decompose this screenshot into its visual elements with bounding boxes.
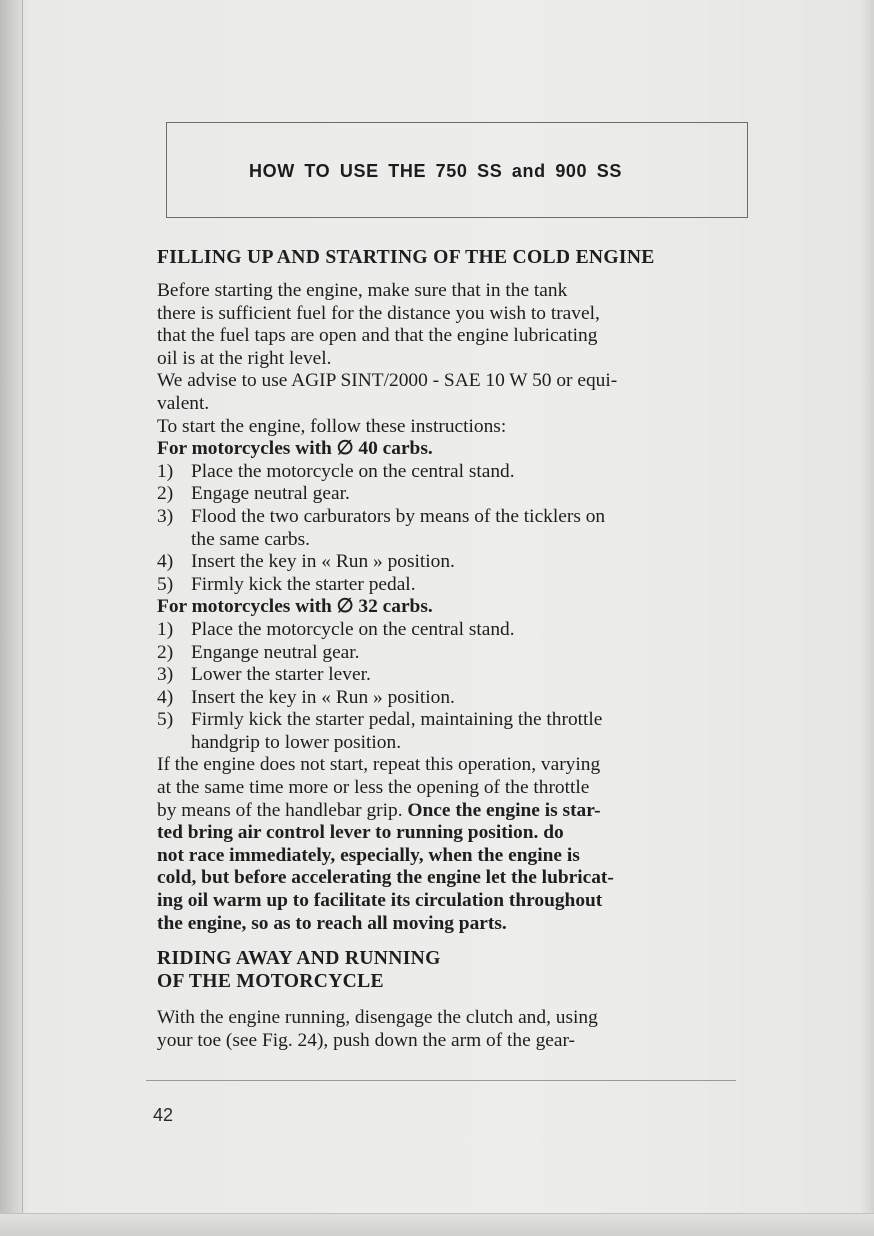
list-item [157, 664, 757, 687]
list-item [157, 619, 757, 642]
step-number: 2) [157, 641, 174, 663]
text-line: at the same time more or less the opening of the throttle [157, 777, 590, 799]
text-line-bold: not race immediately, especially, when the engine is [157, 844, 580, 866]
steps-list-40-carbs [157, 461, 757, 597]
heading-line: RIDING AWAY AND RUNNING [157, 948, 441, 970]
page-content [157, 246, 757, 1052]
step-number: 5) [157, 573, 174, 595]
step-number: 4) [157, 551, 174, 573]
step-text: Firmly kick the starter pedal, maintaining the throttle [191, 709, 603, 731]
step-number: 1) [157, 618, 174, 640]
page-bottom-edge [0, 1213, 874, 1236]
step-text: Place the motorcycle on the central stand. [191, 460, 515, 482]
list-item [157, 709, 757, 754]
text-normal: by means of the handlebar grip. [157, 799, 403, 821]
intro-paragraph [157, 280, 757, 370]
list-item [157, 574, 757, 597]
text-bold: Once the engine is star- [407, 799, 601, 821]
group-title-40-carbs: For motorcycles with ∅ 40 carbs. [157, 438, 433, 460]
step-text: Lower the starter lever. [191, 664, 371, 686]
step-number: 1) [157, 460, 174, 482]
riding-paragraph [157, 1007, 757, 1052]
step-text: Place the motorcycle on the central stand. [191, 618, 515, 640]
step-text-multiline [191, 506, 757, 551]
step-text: Flood the two carburators by means of the ticklers on [191, 505, 606, 527]
section-heading-filling-starting: FILLING UP AND STARTING OF THE COLD ENGINE [157, 247, 655, 268]
page-number: 42 [153, 1105, 174, 1125]
step-text: Engage neutral gear. [191, 483, 350, 505]
step-number: 3) [157, 505, 174, 527]
text-line: To start the engine, follow these instructions: [157, 415, 507, 437]
list-item [157, 687, 757, 710]
text-line-bold: cold, but before accelerating the engine let the lubricat- [157, 867, 614, 889]
text-line: Before starting the engine, make sure that in the tank [157, 280, 568, 301]
text-line: With the engine running, disengage the clutch and, using [157, 1007, 598, 1029]
text-line: your toe (see Fig. 24), push down the arm of the gear- [157, 1029, 576, 1051]
step-number: 5) [157, 709, 174, 731]
text-line: oil is at the right level. [157, 347, 332, 369]
steps-list-32-carbs [157, 619, 757, 755]
text-line: there is sufficient fuel for the distance you wish to travel, [157, 302, 600, 324]
step-text: Engange neutral gear. [191, 641, 360, 663]
list-item [157, 483, 757, 506]
step-number: 2) [157, 483, 174, 505]
list-item [157, 506, 757, 551]
list-item [157, 461, 757, 484]
step-text: Insert the key in « Run » position. [191, 551, 455, 573]
page-binding-edge [0, 0, 23, 1236]
step-text-continuation: the same carbs. [191, 528, 310, 550]
step-number: 4) [157, 686, 174, 708]
step-number: 3) [157, 664, 174, 686]
text-line-mixed [157, 800, 757, 823]
section-heading-riding-away [157, 947, 757, 993]
title-box [166, 122, 748, 218]
list-item [157, 642, 757, 665]
list-item [157, 551, 757, 574]
step-text: Firmly kick the starter pedal. [191, 573, 416, 595]
step-text-continuation: handgrip to lower position. [191, 731, 402, 753]
text-line: valent. [157, 392, 210, 414]
text-line-bold: the engine, so as to reach all moving parts. [157, 912, 507, 934]
heading-line: OF THE MOTORCYCLE [157, 971, 384, 993]
text-line-bold: ing oil warm up to facilitate its circulation throughout [157, 890, 603, 912]
closing-paragraph [157, 754, 757, 935]
text-line: that the fuel taps are open and that the engine lubricating [157, 325, 598, 347]
group-title-32-carbs: For motorcycles with ∅ 32 carbs. [157, 596, 433, 618]
page-right-edge [860, 0, 874, 1236]
text-line: If the engine does not start, repeat this operation, varying [157, 754, 601, 776]
step-text: Insert the key in « Run » position. [191, 686, 455, 708]
page-title: HOW TO USE THE 750 SS and 900 SS [249, 161, 622, 181]
text-line: We advise to use AGIP SINT/2000 - SAE 10 W 50 or equi- [157, 370, 618, 392]
oil-advice-paragraph [157, 370, 757, 415]
step-text-multiline [191, 709, 757, 754]
instructions-intro [157, 416, 757, 439]
footer-rule [146, 1080, 736, 1081]
text-line-bold: ted bring air control lever to running position. do [157, 822, 564, 844]
